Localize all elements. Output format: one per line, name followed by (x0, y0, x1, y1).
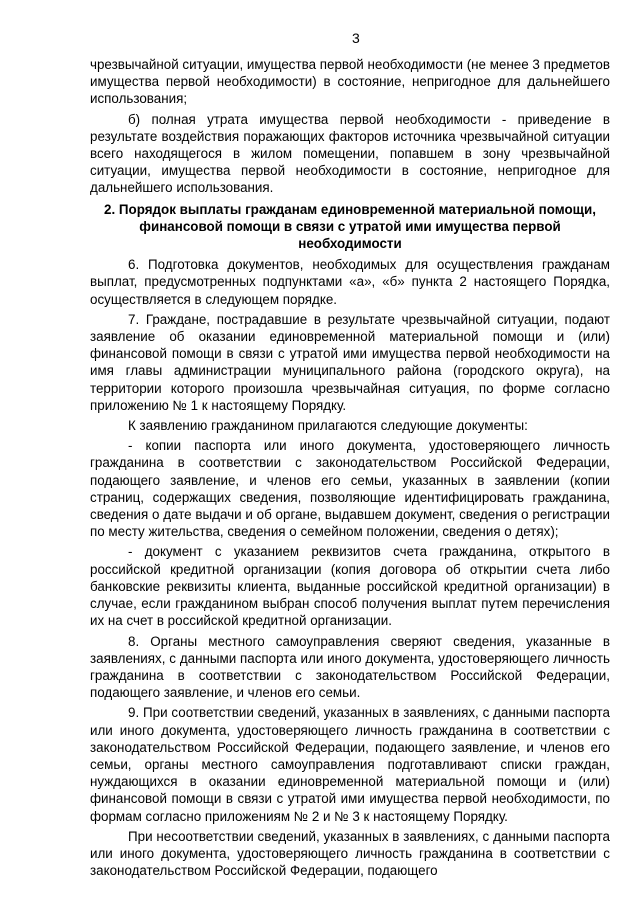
paragraph: При несоответствии сведений, указанных в заявлениях, с данными паспорта или иного документа, удостоверяющего личность гражданина в соответствии с законодательством Российской Федерации, подающего (90, 828, 610, 879)
document-page: 3 чрезвычайной ситуации, имущества первой необходимости (не менее 3 предметов имущества первой необходимости) в состояние, непригодное для дальнейшего использования; б) полная утрата имущества первой необходимости - приведение в результате воздействия поражающих факторов источника чрезвычайной ситуации всего находящегося в жилом помещении, попавшем в зону чрезвычайной ситуации, имущества первой необходимости в состояние, непригодное для дальнейшего использования. 2. Порядок выплаты гражданам единовременной материальной помощи, финансовой помощи в связи с утратой ими имущества первой необходимости 6. Подготовка документов, необходимых для осуществления гражданам выплат, предусмотренных подпунктами «а», «б» пункта 2 настоящего Порядка, осуществляется в следующем порядке. 7. Граждане, пострадавшие в результате чрезвычайной ситуации, подают заявление об оказании единовременной материальной помощи и (или) финансовой помощи в связи с утратой ими имущества первой необходимости на имя главы администрации муниципального района (городского округа), на территории которого произошла чрезвычайная ситуация, по форме согласно приложению № 1 к настоящему Порядку. К заявлению гражданином прилагаются следующие документы: - копии паспорта или иного документа, удостоверяющего личность гражданина в соответствии с законодательством Российской Федерации, подающего заявление, и членов его семьи, указанных в заявлении (копии страниц, содержащих сведения, позволяющие идентифицировать гражданина, сведения о дате выдачи и об органе, выдавшем документ, сведения о регистрации по месту жительства, сведения о семейном положении, сведения о детях); - документ с указанием реквизитов счета гражданина, открытого в российской кредитной организации (копия договора об открытии счета либо банковские реквизиты клиента, выданные российской кредитной организации) в случае, если гражданином выбран способ получения выплат путем перечисления их на счет в российской кредитной организации. 8. Органы местного самоуправления сверяют сведения, указанные в заявлениях, с данными паспорта или иного документа, удостоверяющего личность гражданина в соответствии с законодательством Российской Федерации, подающего заявление, и членов его семьи. 9. При соответствии сведений, указанных в заявлениях, с данными паспорта или иного документа, удостоверяющего личность гражданина в соответствии с законодательством Российской Федерации, подающего заявление, и членов его семьи, органы местного самоуправления подготавливают списки граждан, нуждающихся в оказании единовременной материальной помощи и (или) финансовой помощи в связи с утратой ими имущества первой необходимости, по формам согласно приложениям № 2 и № 3 к настоящему Порядку. При несоответствии сведений, указанных в заявлениях, с данными паспорта или иного документа, удостоверяющего личность гражданина в соответствии с законодательством Российской Федерации, подающего (90, 30, 610, 879)
paragraph: 6. Подготовка документов, необходимых для осуществления гражданам выплат, предусмотренных подпунктами «а», «б» пункта 2 настоящего Порядка, осуществляется в следующем порядке. (90, 257, 610, 307)
paragraph: - копии паспорта или иного документа, удостоверяющего личность гражданина в соответствии с законодательством Российской Федерации, подающего заявление, и членов его семьи, указанных в заявлении (копии страниц, содержащих сведения, позволяющие идентифицировать гражданина, сведения о дате выдачи и об органе, выдавшем документ, сведения о регистрации по месту жительства, сведения о семейном положении, сведения о детях); (90, 438, 610, 540)
paragraph: 9. При соответствии сведений, указанных в заявлениях, с данными паспорта или иного документа, удостоверяющего личность гражданина в соответствии с законодательством Российской Федерации, подающего заявление, и членов его семьи, органы местного самоуправления подготавливают списки граждан, нуждающихся в оказании единовременной материальной помощи и (или) финансовой помощи в связи с утратой ими имущества первой необходимости, по формам согласно приложениям № 2 и № 3 к настоящему Порядку. (90, 705, 610, 824)
section-heading: 2. Порядок выплаты гражданам единовременной материальной помощи, финансовой помощи в связи с утратой ими имущества первой необходимости (104, 201, 596, 252)
paragraph: чрезвычайной ситуации, имущества первой необходимости (не менее 3 предметов имущества первой необходимости) в состояние, непригодное для дальнейшего использования; (90, 57, 610, 107)
paragraph: 8. Органы местного самоуправления сверяют сведения, указанные в заявлениях, с данными паспорта или иного документа, удостоверяющего личность гражданина в соответствии с законодательством Российской Федерации, подающего заявление, и членов его семьи. (90, 633, 610, 701)
paragraph: б) полная утрата имущества первой необходимости - приведение в результате воздействия поражающих факторов источника чрезвычайной ситуации всего находящегося в жилом помещении, попавшем в зону чрезвычайной ситуации, имущества первой необходимости в состояние, непригодное для дальнейшего использования. (90, 111, 610, 196)
paragraph: К заявлению гражданином прилагаются следующие документы: (128, 418, 528, 434)
paragraph: 7. Граждане, пострадавшие в результате чрезвычайной ситуации, подают заявление об оказании единовременной материальной помощи и (или) финансовой помощи в связи с утратой ими имущества первой необходимости на имя главы администрации муниципального района (городского округа), на территории которого произошла чрезвычайная ситуация, по форме согласно приложению № 1 к настоящему Порядку. (90, 311, 610, 413)
paragraph: - документ с указанием реквизитов счета гражданина, открытого в российской кредитной организации (копия договора об открытии счета либо банковские реквизиты клиента, выданные российской кредитной организации) в случае, если гражданином выбран способ получения выплат путем перечисления их на счет в российской кредитной организации. (90, 544, 610, 629)
